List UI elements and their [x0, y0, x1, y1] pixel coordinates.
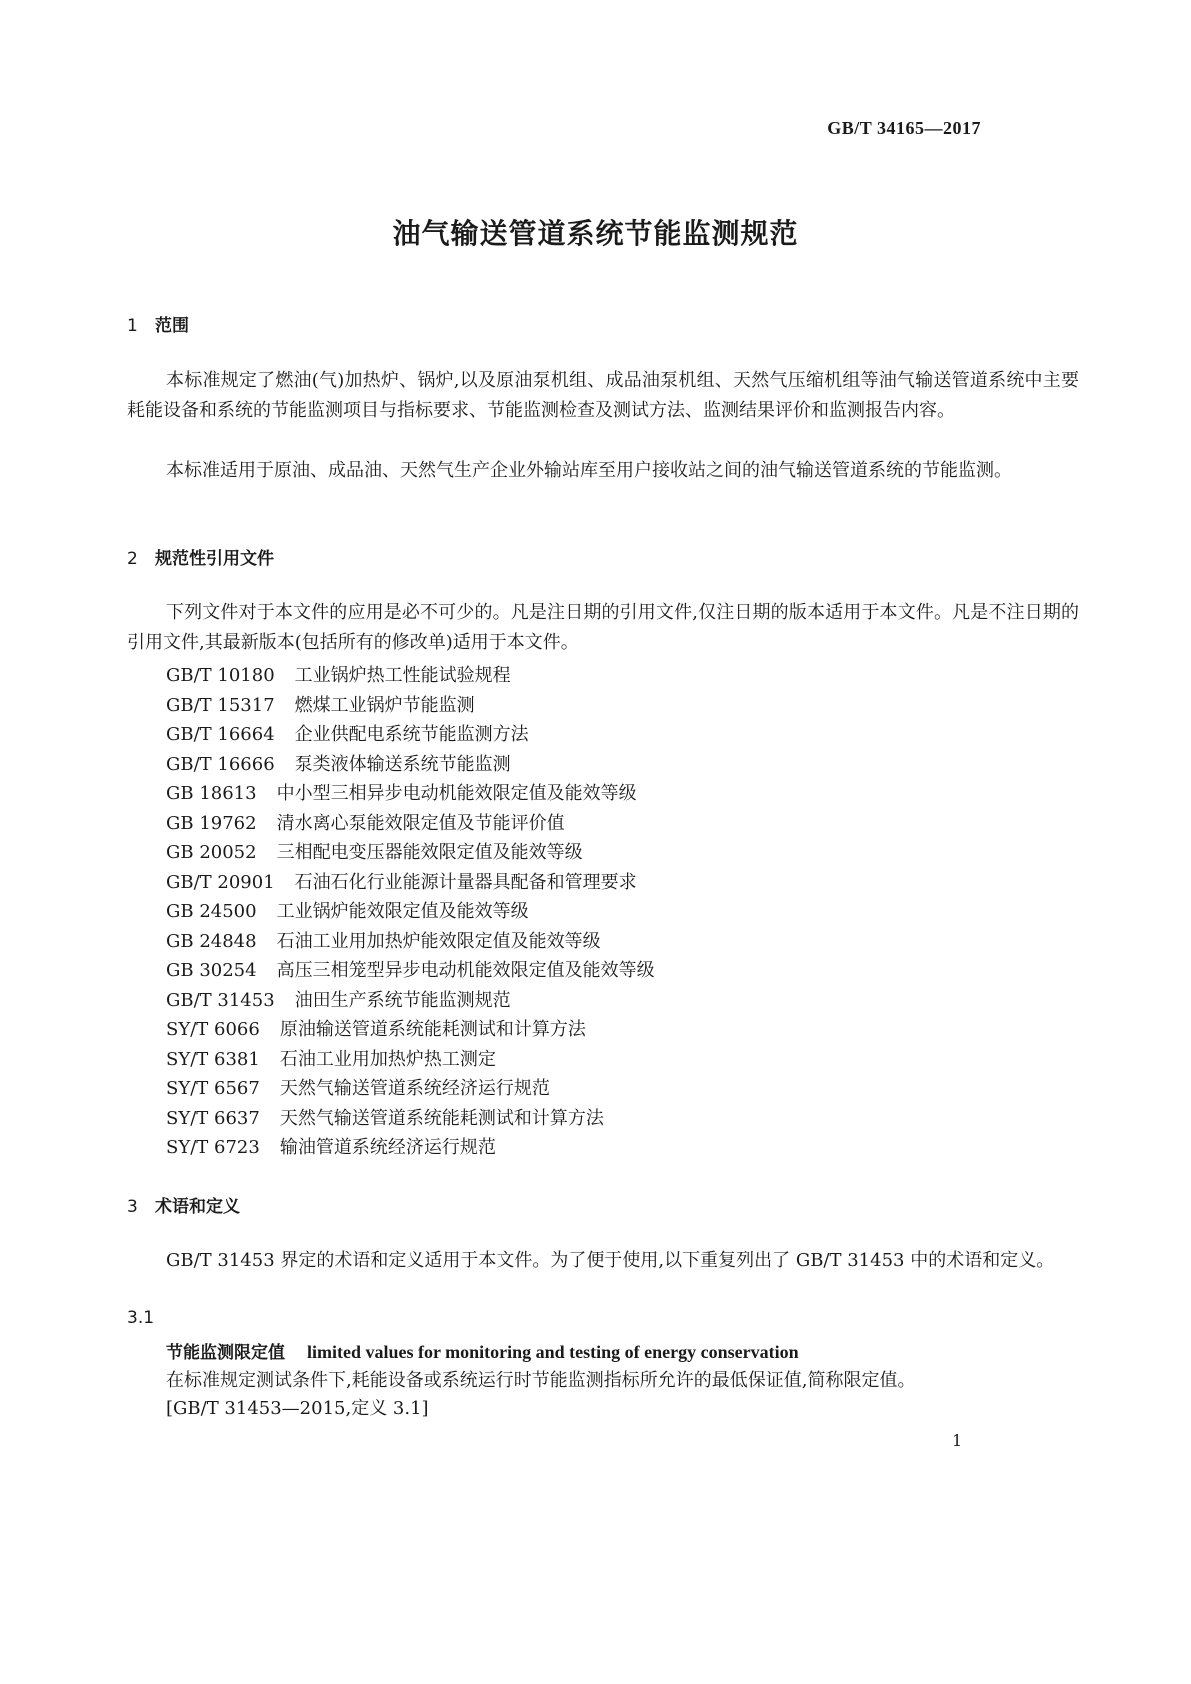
reference-item: [166, 1015, 586, 1041]
reference-code: GB/T 10180: [166, 665, 275, 686]
reference-title: 燃煤工业锅炉节能监测: [294, 695, 475, 716]
term-chinese: 节能监测限定值: [166, 1343, 285, 1363]
reference-title: 输油管道系统经济运行规范: [279, 1137, 496, 1158]
reference-title: 工业锅炉能效限定值及能效等级: [276, 901, 529, 922]
reference-code: SY/T 6567: [166, 1078, 260, 1099]
reference-item: [166, 897, 529, 923]
reference-item: [166, 809, 565, 835]
reference-code: GB 24848: [166, 931, 257, 952]
reference-item: [166, 1133, 496, 1159]
reference-item: [166, 691, 475, 717]
reference-item: [166, 779, 637, 805]
section-number: 1: [127, 316, 138, 336]
document-title: 油气输送管道系统节能监测规范: [392, 217, 799, 250]
reference-item: [166, 750, 511, 776]
reference-code: SY/T 6066: [166, 1019, 260, 1040]
section-1-heading: [127, 311, 189, 336]
reference-title: 油田生产系统节能监测规范: [294, 990, 511, 1011]
term-source: [GB/T 31453—2015,定义 3.1]: [166, 1398, 429, 1419]
reference-code: SY/T 6381: [166, 1049, 260, 1070]
section-number: 2: [127, 549, 138, 569]
reference-title: 泵类液体输送系统节能监测: [294, 754, 511, 775]
page-number: 1: [952, 1431, 963, 1450]
reference-title: 高压三相笼型异步电动机能效限定值及能效等级: [276, 960, 655, 981]
section-title: 范围: [155, 316, 189, 336]
reference-item: [166, 868, 637, 894]
term-entry: [166, 1338, 799, 1363]
term-definition: 在标准规定测试条件下,耗能设备或系统运行时节能监测指标所允许的最低保证值,简称限定值。: [166, 1370, 916, 1391]
reference-title: 天然气输送管道系统能耗测试和计算方法: [279, 1108, 604, 1129]
reference-title: 石油工业用加热炉能效限定值及能效等级: [276, 931, 601, 952]
section-2-heading: [127, 544, 274, 569]
clause-number: 3.1: [127, 1308, 155, 1328]
reference-code: SY/T 6723: [166, 1137, 260, 1158]
reference-code: GB 24500: [166, 901, 257, 922]
reference-title: 中小型三相异步电动机能效限定值及能效等级: [276, 783, 637, 804]
reference-code: GB/T 15317: [166, 695, 275, 716]
reference-code: GB 30254: [166, 960, 257, 981]
section-title: 术语和定义: [155, 1197, 240, 1217]
terms-intro-paragraph: GB/T 31453 界定的术语和定义适用于本文件。为了便于使用,以下重复列出了 GB/T 31453 中的术语和定义。: [166, 1250, 1055, 1271]
reference-title: 原油输送管道系统能耗测试和计算方法: [279, 1019, 586, 1040]
reference-item: [166, 1074, 550, 1100]
reference-item: [166, 956, 655, 982]
reference-title: 石油工业用加热炉热工测定: [279, 1049, 496, 1070]
reference-code: GB 19762: [166, 813, 257, 834]
reference-code: GB 20052: [166, 842, 257, 863]
reference-code: SY/T 6637: [166, 1108, 260, 1129]
scope-paragraph-2: 本标准适用于原油、成品油、天然气生产企业外输站库至用户接收站之间的油气输送管道系统的节能监测。: [166, 460, 1012, 481]
reference-item: [166, 720, 529, 746]
reference-code: GB 18613: [166, 783, 257, 804]
reference-item: [166, 986, 511, 1012]
reference-title: 石油石化行业能源计量器具配备和管理要求: [294, 872, 637, 893]
reference-title: 天然气输送管道系统经济运行规范: [279, 1078, 550, 1099]
reference-code: GB/T 16664: [166, 724, 275, 745]
reference-item: [166, 838, 583, 864]
reference-item: [166, 1045, 496, 1071]
reference-title: 三相配电变压器能效限定值及能效等级: [276, 842, 583, 863]
reference-code: GB/T 16666: [166, 754, 275, 775]
reference-code: GB/T 20901: [166, 872, 275, 893]
reference-item: [166, 1104, 604, 1130]
reference-item: [166, 927, 601, 953]
term-english: limited values for monitoring and testing of energy conservation: [307, 1342, 799, 1362]
reference-code: GB/T 31453: [166, 990, 275, 1011]
scope-paragraph-1: 本标准规定了燃油(气)加热炉、锅炉,以及原油泵机组、成品油泵机组、天然气压缩机组等油气输送管道系统中主要耗能设备和系统的节能监测项目与指标要求、节能监测检查及测试方法、监测结果评价和监测报告内容。: [127, 370, 1079, 421]
reference-title: 企业供配电系统节能监测方法: [294, 724, 529, 745]
section-title: 规范性引用文件: [155, 549, 274, 569]
reference-item: [166, 661, 511, 687]
reference-title: 清水离心泵能效限定值及节能评价值: [276, 813, 565, 834]
refs-intro-paragraph: 下列文件对于本文件的应用是必不可少的。凡是注日期的引用文件,仅注日期的版本适用于本文件。凡是不注日期的引用文件,其最新版本(包括所有的修改单)适用于本文件。: [127, 602, 1079, 653]
reference-title: 工业锅炉热工性能试验规程: [294, 665, 511, 686]
standard-code: GB/T 34165—2017: [827, 118, 981, 138]
section-number: 3: [127, 1197, 138, 1217]
section-3-heading: [127, 1192, 240, 1217]
